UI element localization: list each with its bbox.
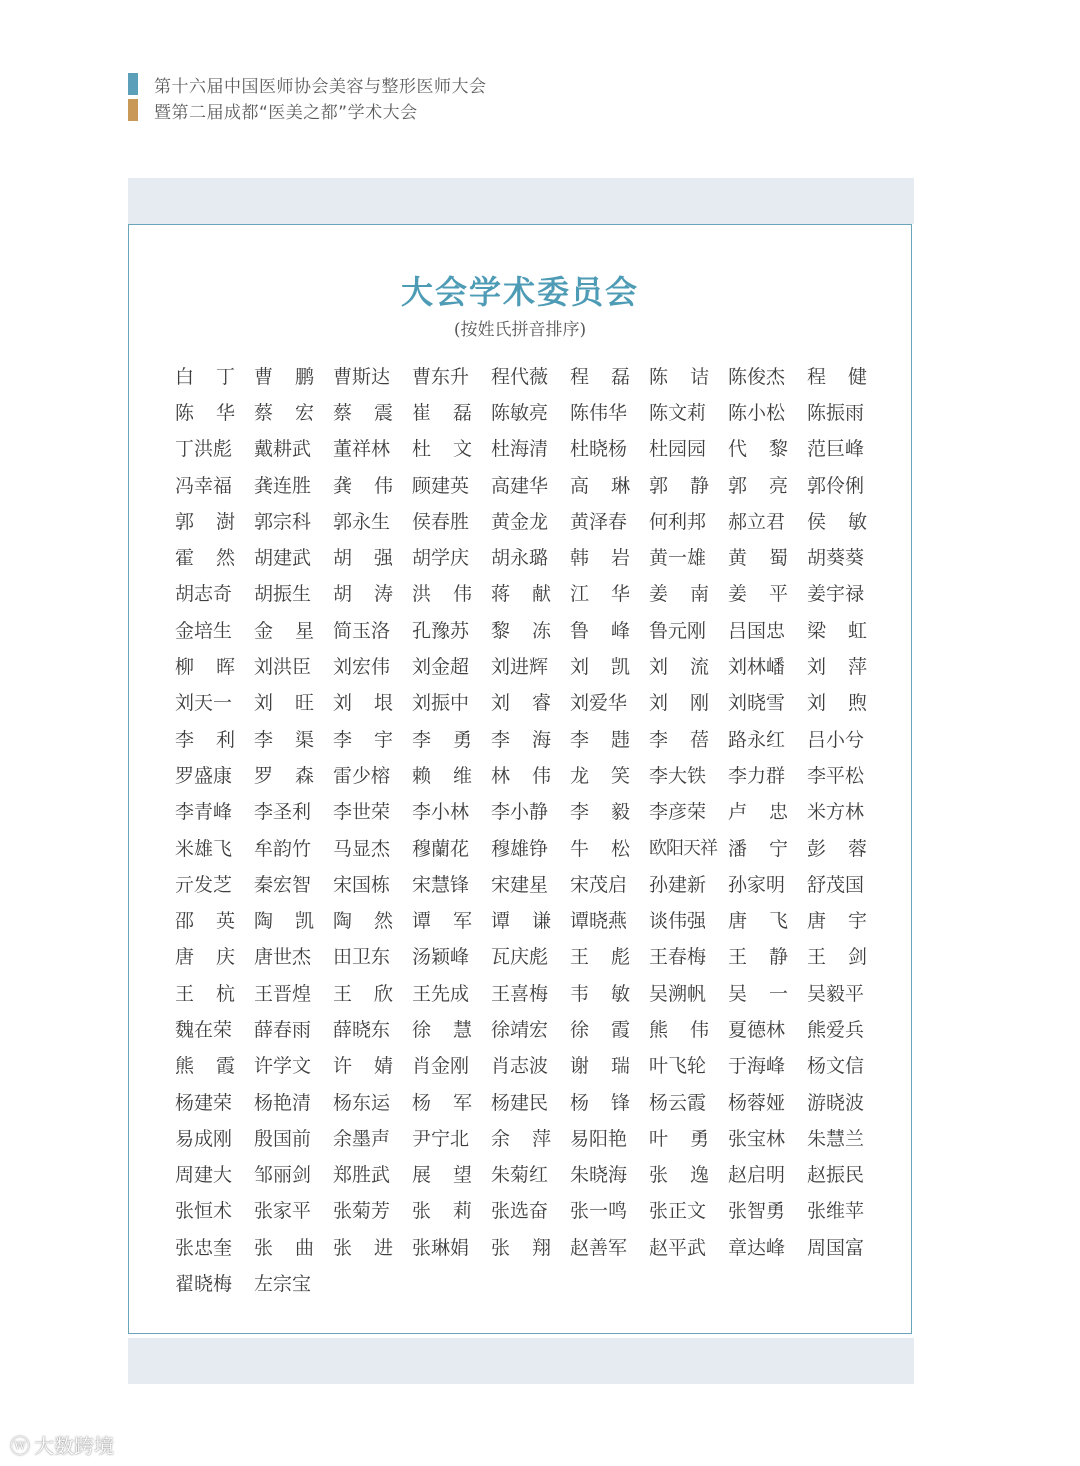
- committee-member-name: 肖金刚: [412, 1055, 470, 1078]
- committee-member-name: 曹东升: [412, 365, 470, 388]
- committee-member-name: 王喜梅: [491, 982, 549, 1005]
- committee-member-name: 侯春胜: [412, 510, 470, 533]
- committee-member-name: 王 彪: [570, 946, 630, 969]
- committee-member-name: 宋茂启: [570, 873, 628, 896]
- committee-member-name: 刘 睿: [491, 692, 551, 715]
- committee-member-name: 朱菊红: [491, 1164, 549, 1187]
- committee-member-name: 余 萍: [491, 1127, 551, 1150]
- committee-member-name: 陶 然: [333, 910, 393, 933]
- committee-member-name: 杜园园: [649, 438, 707, 461]
- committee-member-name: 代 黎: [728, 438, 788, 461]
- committee-member-name: 吕小兮: [807, 728, 865, 751]
- committee-member-name: 张 曲: [254, 1236, 314, 1259]
- committee-member-name: 张菊芳: [333, 1200, 391, 1223]
- committee-member-name: 曹斯达: [333, 365, 391, 388]
- committee-member-name: 张智勇: [728, 1200, 786, 1223]
- committee-member-name: 黄金龙: [491, 510, 549, 533]
- committee-member-name: 赵振民: [807, 1164, 865, 1187]
- committee-member-name: 赵启明: [728, 1164, 786, 1187]
- committee-member-name: 易成刚: [175, 1127, 233, 1150]
- committee-member-name: 张恒术: [175, 1200, 233, 1223]
- committee-member-name: 于海峰: [728, 1055, 786, 1078]
- committee-member-name: 胡志奇: [175, 583, 233, 606]
- committee-member-name: 朱慧兰: [807, 1127, 865, 1150]
- committee-member-name: 徐 霞: [570, 1018, 630, 1041]
- committee-member-name: 汤颖峰: [412, 946, 470, 969]
- committee-member-name: 戴耕武: [254, 438, 312, 461]
- committee-member-name: 陈敏亮: [491, 401, 549, 424]
- committee-member-name: 李大铁: [649, 764, 707, 787]
- committee-member-name: 张宝林: [728, 1127, 786, 1150]
- committee-member-name: 胡葵葵: [807, 547, 865, 570]
- committee-member-name: 刘 刚: [649, 692, 709, 715]
- committee-member-name: 谭 谦: [491, 910, 551, 933]
- committee-member-name: 罗 森: [254, 764, 314, 787]
- committee-member-name: 叶 勇: [649, 1127, 709, 1150]
- committee-member-name: 牟韵竹: [254, 837, 312, 860]
- committee-member-name: 杨蓉娅: [728, 1091, 786, 1114]
- committee-member-name: 黄泽春: [570, 510, 628, 533]
- weibo-logo-icon: ⓦ: [10, 1434, 30, 1458]
- member-name-grid: [175, 357, 885, 1301]
- committee-member-name: 张 翔: [491, 1236, 551, 1259]
- committee-member-name: 王 杭: [175, 982, 235, 1005]
- committee-member-name: 胡 涛: [333, 583, 393, 606]
- committee-member-name: 孔豫苏: [412, 619, 470, 642]
- committee-member-name: 郭宗科: [254, 510, 312, 533]
- committee-panel: [128, 224, 912, 1334]
- committee-member-name: 刘振中: [412, 692, 470, 715]
- committee-member-name: 陈俊杰: [728, 365, 786, 388]
- sort-order-note: (按姓氏拼音排序): [453, 320, 587, 340]
- committee-member-name: 牛 松: [570, 837, 630, 860]
- committee-member-name: 江 华: [570, 583, 630, 606]
- committee-member-name: 杨文信: [807, 1055, 865, 1078]
- committee-member-name: 黄一雄: [649, 547, 707, 570]
- committee-member-name: 张 逸: [649, 1164, 709, 1187]
- committee-member-name: 刘爱华: [570, 692, 628, 715]
- committee-member-name: 陈文莉: [649, 401, 707, 424]
- committee-member-name: 郝立君: [728, 510, 786, 533]
- committee-member-name: 李 利: [175, 728, 235, 751]
- committee-member-name: 刘洪臣: [254, 656, 312, 679]
- committee-member-name: 熊 伟: [649, 1018, 709, 1041]
- committee-member-name: 欧阳天祥: [649, 838, 717, 859]
- conference-title-line-2: 暨第二届成都“医美之都”学术大会: [154, 102, 418, 123]
- committee-member-name: 雷少榕: [333, 764, 391, 787]
- committee-member-name: 王 静: [728, 946, 788, 969]
- committee-member-name: 熊爱兵: [807, 1018, 865, 1041]
- top-decorative-band: [128, 178, 914, 224]
- committee-member-name: 丁洪彪: [175, 438, 233, 461]
- header-line-1: [128, 72, 487, 96]
- watermark-text: 大数跨境: [34, 1434, 114, 1458]
- committee-member-name: 韩 岩: [570, 547, 630, 570]
- committee-member-name: 龙 笑: [570, 764, 630, 787]
- committee-member-name: 周国富: [807, 1236, 865, 1259]
- committee-member-name: 杨云霞: [649, 1091, 707, 1114]
- committee-member-name: 郭永生: [333, 510, 391, 533]
- committee-member-name: 谈伟强: [649, 910, 707, 933]
- committee-member-name: 游晓波: [807, 1091, 865, 1114]
- committee-member-name: 郭伶俐: [807, 474, 865, 497]
- committee-member-name: 胡振生: [254, 583, 312, 606]
- header-accent-bar-blue: [128, 73, 138, 95]
- watermark: [10, 1430, 114, 1459]
- committee-member-name: 唐 飞: [728, 910, 788, 933]
- committee-member-name: 潘 宁: [728, 837, 788, 860]
- committee-member-name: 韦 敏: [570, 982, 630, 1005]
- committee-member-name: 冯幸福: [175, 474, 233, 497]
- committee-member-name: 米方林: [807, 801, 865, 824]
- committee-member-name: 瓦庆彪: [491, 946, 549, 969]
- committee-member-name: 唐世杰: [254, 946, 312, 969]
- committee-member-name: 胡永璐: [491, 547, 549, 570]
- committee-member-name: 许 婧: [333, 1055, 393, 1078]
- committee-member-name: 李 海: [491, 728, 551, 751]
- committee-member-name: 霍 然: [175, 547, 235, 570]
- committee-member-name: 谭 军: [412, 910, 472, 933]
- committee-member-name: 许学文: [254, 1055, 312, 1078]
- committee-member-name: 吕国忠: [728, 619, 786, 642]
- committee-member-name: 熊 霞: [175, 1055, 235, 1078]
- committee-member-name: 姜 平: [728, 583, 788, 606]
- committee-member-name: 杜海清: [491, 438, 549, 461]
- committee-member-name: 李小静: [491, 801, 549, 824]
- committee-member-name: 夏德林: [728, 1018, 786, 1041]
- committee-member-name: 李 宇: [333, 728, 393, 751]
- committee-member-name: 殷国前: [254, 1127, 312, 1150]
- committee-member-name: 路永红: [728, 728, 786, 751]
- committee-member-name: 杨建荣: [175, 1091, 233, 1114]
- committee-member-name: 魏在荣: [175, 1018, 233, 1041]
- committee-member-name: 杜晓杨: [570, 438, 628, 461]
- committee-member-name: 薛晓东: [333, 1018, 391, 1041]
- committee-member-name: 范巨峰: [807, 438, 865, 461]
- committee-member-name: 陈伟华: [570, 401, 628, 424]
- committee-member-name: 肖志波: [491, 1055, 549, 1078]
- committee-member-name: 谭晓燕: [570, 910, 628, 933]
- committee-member-name: 王晋煌: [254, 982, 312, 1005]
- committee-member-name: 郭 澍: [175, 510, 235, 533]
- committee-member-name: 孙家明: [728, 873, 786, 896]
- committee-member-name: 王先成: [412, 982, 470, 1005]
- committee-member-name: 亓发芝: [175, 873, 233, 896]
- committee-member-name: 杨 锋: [570, 1091, 630, 1114]
- committee-member-name: 张维苹: [807, 1200, 865, 1223]
- committee-member-name: 高建华: [491, 474, 549, 497]
- committee-member-name: 郭 亮: [728, 474, 788, 497]
- committee-member-name: 白 丁: [175, 365, 235, 388]
- committee-member-name: 李圣利: [254, 801, 312, 824]
- committee-member-name: 宋国栋: [333, 873, 391, 896]
- committee-member-name: 张正文: [649, 1200, 707, 1223]
- committee-member-name: 孙建新: [649, 873, 707, 896]
- committee-member-name: 蔡 震: [333, 401, 393, 424]
- committee-member-name: 顾建英: [412, 474, 470, 497]
- committee-member-name: 尹宁北: [412, 1127, 470, 1150]
- committee-member-name: 李 勇: [412, 728, 472, 751]
- committee-member-name: 李 渠: [254, 728, 314, 751]
- committee-member-name: 王 剑: [807, 946, 867, 969]
- committee-member-name: 宋建星: [491, 873, 549, 896]
- committee-member-name: 鲁 峰: [570, 619, 630, 642]
- committee-member-name: 马显杰: [333, 837, 391, 860]
- committee-member-name: 李青峰: [175, 801, 233, 824]
- committee-member-name: 程 健: [807, 365, 867, 388]
- committee-member-name: 程 磊: [570, 365, 630, 388]
- committee-member-name: 刘 萍: [807, 656, 867, 679]
- conference-title-line-1: 第十六届中国医师协会美容与整形医师大会: [154, 76, 487, 97]
- committee-member-name: 简玉洛: [333, 619, 391, 642]
- committee-member-name: 杨 军: [412, 1091, 472, 1114]
- committee-member-name: 林 伟: [491, 764, 551, 787]
- committee-member-name: 李彦荣: [649, 801, 707, 824]
- committee-member-name: 邹丽剑: [254, 1164, 312, 1187]
- committee-member-name: 胡 强: [333, 547, 393, 570]
- committee-member-name: 陈振雨: [807, 401, 865, 424]
- committee-member-name: 陈小松: [728, 401, 786, 424]
- committee-member-name: 徐 慧: [412, 1018, 472, 1041]
- committee-member-name: 周建大: [175, 1164, 233, 1187]
- committee-member-name: 左宗宝: [254, 1273, 312, 1296]
- conference-header: [128, 72, 487, 122]
- committee-member-name: 吴毅平: [807, 982, 865, 1005]
- committee-member-name: 刘 垠: [333, 692, 393, 715]
- committee-member-name: 彭 蓉: [807, 837, 867, 860]
- committee-member-name: 陶 凯: [254, 910, 314, 933]
- committee-member-name: 朱晓海: [570, 1164, 628, 1187]
- committee-member-name: 崔 磊: [412, 401, 472, 424]
- committee-member-name: 王 欣: [333, 982, 393, 1005]
- committee-member-name: 张琳娟: [412, 1236, 470, 1259]
- committee-member-name: 何利邦: [649, 510, 707, 533]
- committee-member-name: 程代薇: [491, 365, 549, 388]
- committee-member-name: 穆雄铮: [491, 837, 549, 860]
- committee-member-name: 李力群: [728, 764, 786, 787]
- committee-member-name: 刘进辉: [491, 656, 549, 679]
- committee-member-name: 赵善军: [570, 1236, 628, 1259]
- header-accent-bar-gold: [128, 99, 138, 121]
- committee-member-name: 李小林: [412, 801, 470, 824]
- committee-member-name: 章达峰: [728, 1236, 786, 1259]
- bottom-decorative-band: [128, 1338, 914, 1384]
- committee-member-name: 蒋 献: [491, 583, 551, 606]
- committee-member-name: 穆蘭花: [412, 837, 470, 860]
- committee-member-name: 杨建民: [491, 1091, 549, 1114]
- committee-member-name: 唐 庆: [175, 946, 235, 969]
- committee-member-name: 胡学庆: [412, 547, 470, 570]
- committee-member-name: 李平松: [807, 764, 865, 787]
- committee-member-name: 刘宏伟: [333, 656, 391, 679]
- committee-member-name: 鲁元刚: [649, 619, 707, 642]
- committee-member-name: 罗盛康: [175, 764, 233, 787]
- committee-member-name: 李 毅: [570, 801, 630, 824]
- committee-member-name: 梁 虹: [807, 619, 867, 642]
- committee-member-name: 徐靖宏: [491, 1018, 549, 1041]
- committee-member-name: 刘天一: [175, 692, 233, 715]
- committee-member-name: 杜 文: [412, 438, 472, 461]
- committee-member-name: 刘 流: [649, 656, 709, 679]
- committee-member-name: 黄 蜀: [728, 547, 788, 570]
- committee-member-name: 蔡 宏: [254, 401, 314, 424]
- committee-member-name: 刘林嶓: [728, 656, 786, 679]
- committee-member-name: 金 星: [254, 619, 314, 642]
- committee-member-name: 展 望: [412, 1164, 472, 1187]
- committee-member-name: 刘 凯: [570, 656, 630, 679]
- committee-member-name: 侯 敏: [807, 510, 867, 533]
- committee-member-name: 金培生: [175, 619, 233, 642]
- committee-member-name: 卢 忠: [728, 801, 788, 824]
- committee-member-name: 薛春雨: [254, 1018, 312, 1041]
- committee-member-name: 张忠奎: [175, 1236, 233, 1259]
- committee-member-name: 易阳艳: [570, 1127, 628, 1150]
- committee-member-name: 张 莉: [412, 1200, 472, 1223]
- committee-member-name: 柳 晖: [175, 656, 235, 679]
- committee-member-name: 吴溯帆: [649, 982, 707, 1005]
- committee-member-name: 李世荣: [333, 801, 391, 824]
- committee-member-name: 邵 英: [175, 910, 235, 933]
- committee-member-name: 黎 冻: [491, 619, 551, 642]
- committee-member-name: 郑胜武: [333, 1164, 391, 1187]
- committee-member-name: 刘 旺: [254, 692, 314, 715]
- committee-member-name: 张 进: [333, 1236, 393, 1259]
- committee-member-name: 刘金超: [412, 656, 470, 679]
- committee-member-name: 郭 静: [649, 474, 709, 497]
- committee-member-name: 唐 宇: [807, 910, 867, 933]
- committee-member-name: 张家平: [254, 1200, 312, 1223]
- committee-member-name: 翟晓梅: [175, 1273, 233, 1296]
- committee-member-name: 李 韪: [570, 728, 630, 751]
- committee-member-name: 曹 鹏: [254, 365, 314, 388]
- committee-member-name: 姜宇禄: [807, 583, 865, 606]
- committee-member-name: 龚 伟: [333, 474, 393, 497]
- committee-member-name: 张一鸣: [570, 1200, 628, 1223]
- committee-member-name: 赵平武: [649, 1236, 707, 1259]
- committee-member-name: 陈 诘: [649, 365, 709, 388]
- committee-member-name: 姜 南: [649, 583, 709, 606]
- committee-member-name: 杨东运: [333, 1091, 391, 1114]
- committee-member-name: 董祥林: [333, 438, 391, 461]
- committee-member-name: 余墨声: [333, 1127, 391, 1150]
- committee-member-name: 谢 瑞: [570, 1055, 630, 1078]
- committee-member-name: 秦宏智: [254, 873, 312, 896]
- committee-member-name: 王春梅: [649, 946, 707, 969]
- committee-member-name: 高 琳: [570, 474, 630, 497]
- committee-member-name: 刘晓雪: [728, 692, 786, 715]
- committee-member-name: 田卫东: [333, 946, 391, 969]
- committee-member-name: 宋慧锋: [412, 873, 470, 896]
- committee-member-name: 刘 煦: [807, 692, 867, 715]
- header-line-2: [128, 98, 487, 122]
- committee-member-name: 张选奋: [491, 1200, 549, 1223]
- committee-member-name: 陈 华: [175, 401, 235, 424]
- committee-member-name: 杨艳清: [254, 1091, 312, 1114]
- committee-title: 大会学术委员会: [400, 273, 639, 311]
- committee-member-name: 舒茂国: [807, 873, 865, 896]
- committee-member-name: 龚连胜: [254, 474, 312, 497]
- committee-member-name: 胡建武: [254, 547, 312, 570]
- committee-member-name: 李 蓓: [649, 728, 709, 751]
- committee-member-name: 赖 维: [412, 764, 472, 787]
- committee-member-name: 米雄飞: [175, 837, 233, 860]
- committee-member-name: 洪 伟: [412, 583, 472, 606]
- committee-member-name: 叶飞轮: [649, 1055, 707, 1078]
- committee-member-name: 吴 一: [728, 982, 788, 1005]
